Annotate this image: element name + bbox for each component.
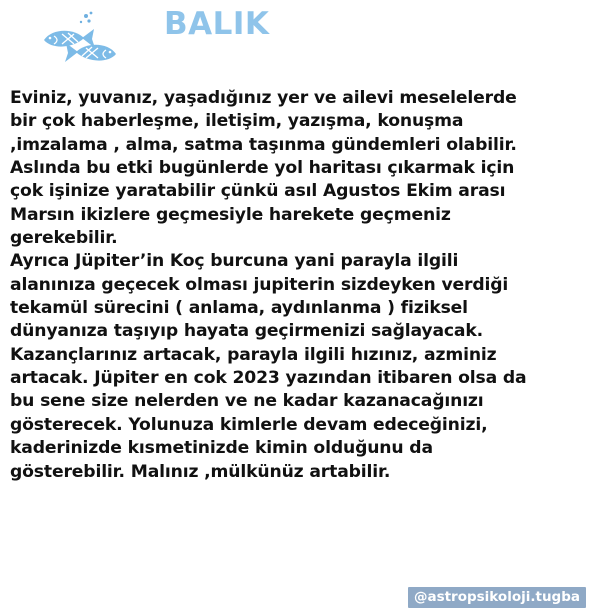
text-line: Kazançlarınız artacak, parayla ilgili hızınız, azminiz [10,344,497,365]
text-line: alanınıza geçecek olması jupiterin sizdeyken verdiği [10,274,509,295]
text-line: Marsın ikizlere geçmesiyle harekete geçmeniz [10,204,451,225]
text-line: bir çok haberleşme, iletişim, yazışma, konuşma [10,111,464,132]
pisces-fish-icon [40,10,120,68]
text-line: artacak. Jüpiter en cok 2023 yazından itibaren olsa da [10,368,527,389]
text-line: tekamül sürecini ( anlama, aydınlanma ) fiziksel [10,298,468,319]
text-line: dünyanıza taşıyıp hayata geçirmenizi sağlayacak. [10,321,484,342]
text-line: gösterebilir. Malınız ,mülkünüz artabilir. [10,461,391,482]
text-line: gerekebilir. [10,228,118,249]
text-line: Aslında bu etki bugünlerde yol haritası çıkarmak için [10,158,515,179]
author-handle-badge: @astropsikoloji.tugba [408,587,586,608]
text-line: bu sene size nelerden ve ne kadar kazanacağınızı [10,391,484,412]
page-title: BALIK [164,6,270,42]
text-line: gösterecek. Yolunuza kimlerle devam edeceğinizi, [10,414,488,435]
header [0,0,600,80]
text-line: Ayrıca Jüpiter’in Koç burcuna yani parayla ilgili [10,251,459,272]
text-line: ,imzalama , alma, satma taşınma gündemleri olabilir. [10,134,517,155]
horoscope-text [10,87,596,484]
text-line: çok işinize yaratabilir çünkü asıl Agustos Ekim arası [10,181,506,202]
text-line: Eviniz, yuvanız, yaşadığınız yer ve ailevi meselelerde [10,88,517,108]
text-line: kaderinizde kısmetinizde kimin olduğunu da [10,438,433,459]
